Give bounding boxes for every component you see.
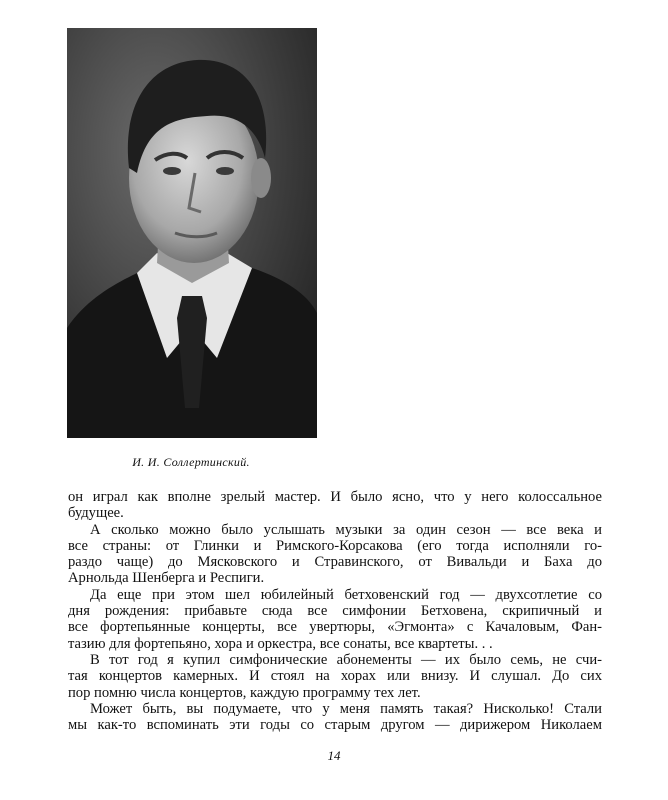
text-line: пор помню числа концертов, каждую программу тех лет. — [68, 684, 421, 701]
text-line: все фортепьянные концерты, все увертюры, «Эгмонта» с Качаловым, Фан- — [68, 619, 602, 636]
text-line: раздо чаще) до Мясковского и Стравинского, от Вивальди и Баха до — [68, 554, 602, 571]
paragraph — [68, 701, 602, 734]
text-line: тая концертов камерных. И стоял на хорах или внизу. И слушал. До сих — [68, 668, 602, 685]
text-line: А сколько можно было услышать музыки за один сезон — все века и — [90, 521, 602, 538]
text-line: дня рождения: прибавьте сюда все симфонии Бетховена, скрипичный и — [68, 603, 602, 620]
text-line: Да еще при этом шел юбилейный бетховенский год — двухсотлетие со — [90, 586, 602, 603]
page-number: 14 — [327, 748, 341, 763]
paragraph — [68, 489, 602, 522]
body-text — [68, 489, 602, 733]
portrait-illustration — [67, 28, 317, 438]
text-line: Арнольда Шенберга и Респиги. — [68, 570, 265, 587]
text-line: будущее. — [68, 505, 124, 522]
text-line: Может быть, вы подумаете, что у меня память такая? Нисколько! Стали — [90, 700, 602, 717]
text-line: все страны: от Глинки и Римского-Корсакова (его тогда исполняли го- — [68, 537, 602, 554]
text-line: он играл как вполне зрелый мастер. И было ясно, что у него колоссальное — [68, 489, 602, 505]
text-line: мы как-то вспоминать эти годы со старым другом — дирижером Николаем — [68, 717, 602, 734]
photo-caption: И. И. Соллертинский. — [132, 455, 250, 469]
text-line: В тот год я купил симфонические абонементы — их было семь, не счи- — [90, 651, 602, 668]
paragraph — [68, 522, 602, 587]
paragraph — [68, 587, 602, 652]
paragraph — [68, 652, 602, 701]
text-line: тазию для фортепьяно, хора и оркестра, все сонаты, все квартеты. . . — [68, 635, 493, 652]
portrait-photo — [67, 28, 317, 438]
